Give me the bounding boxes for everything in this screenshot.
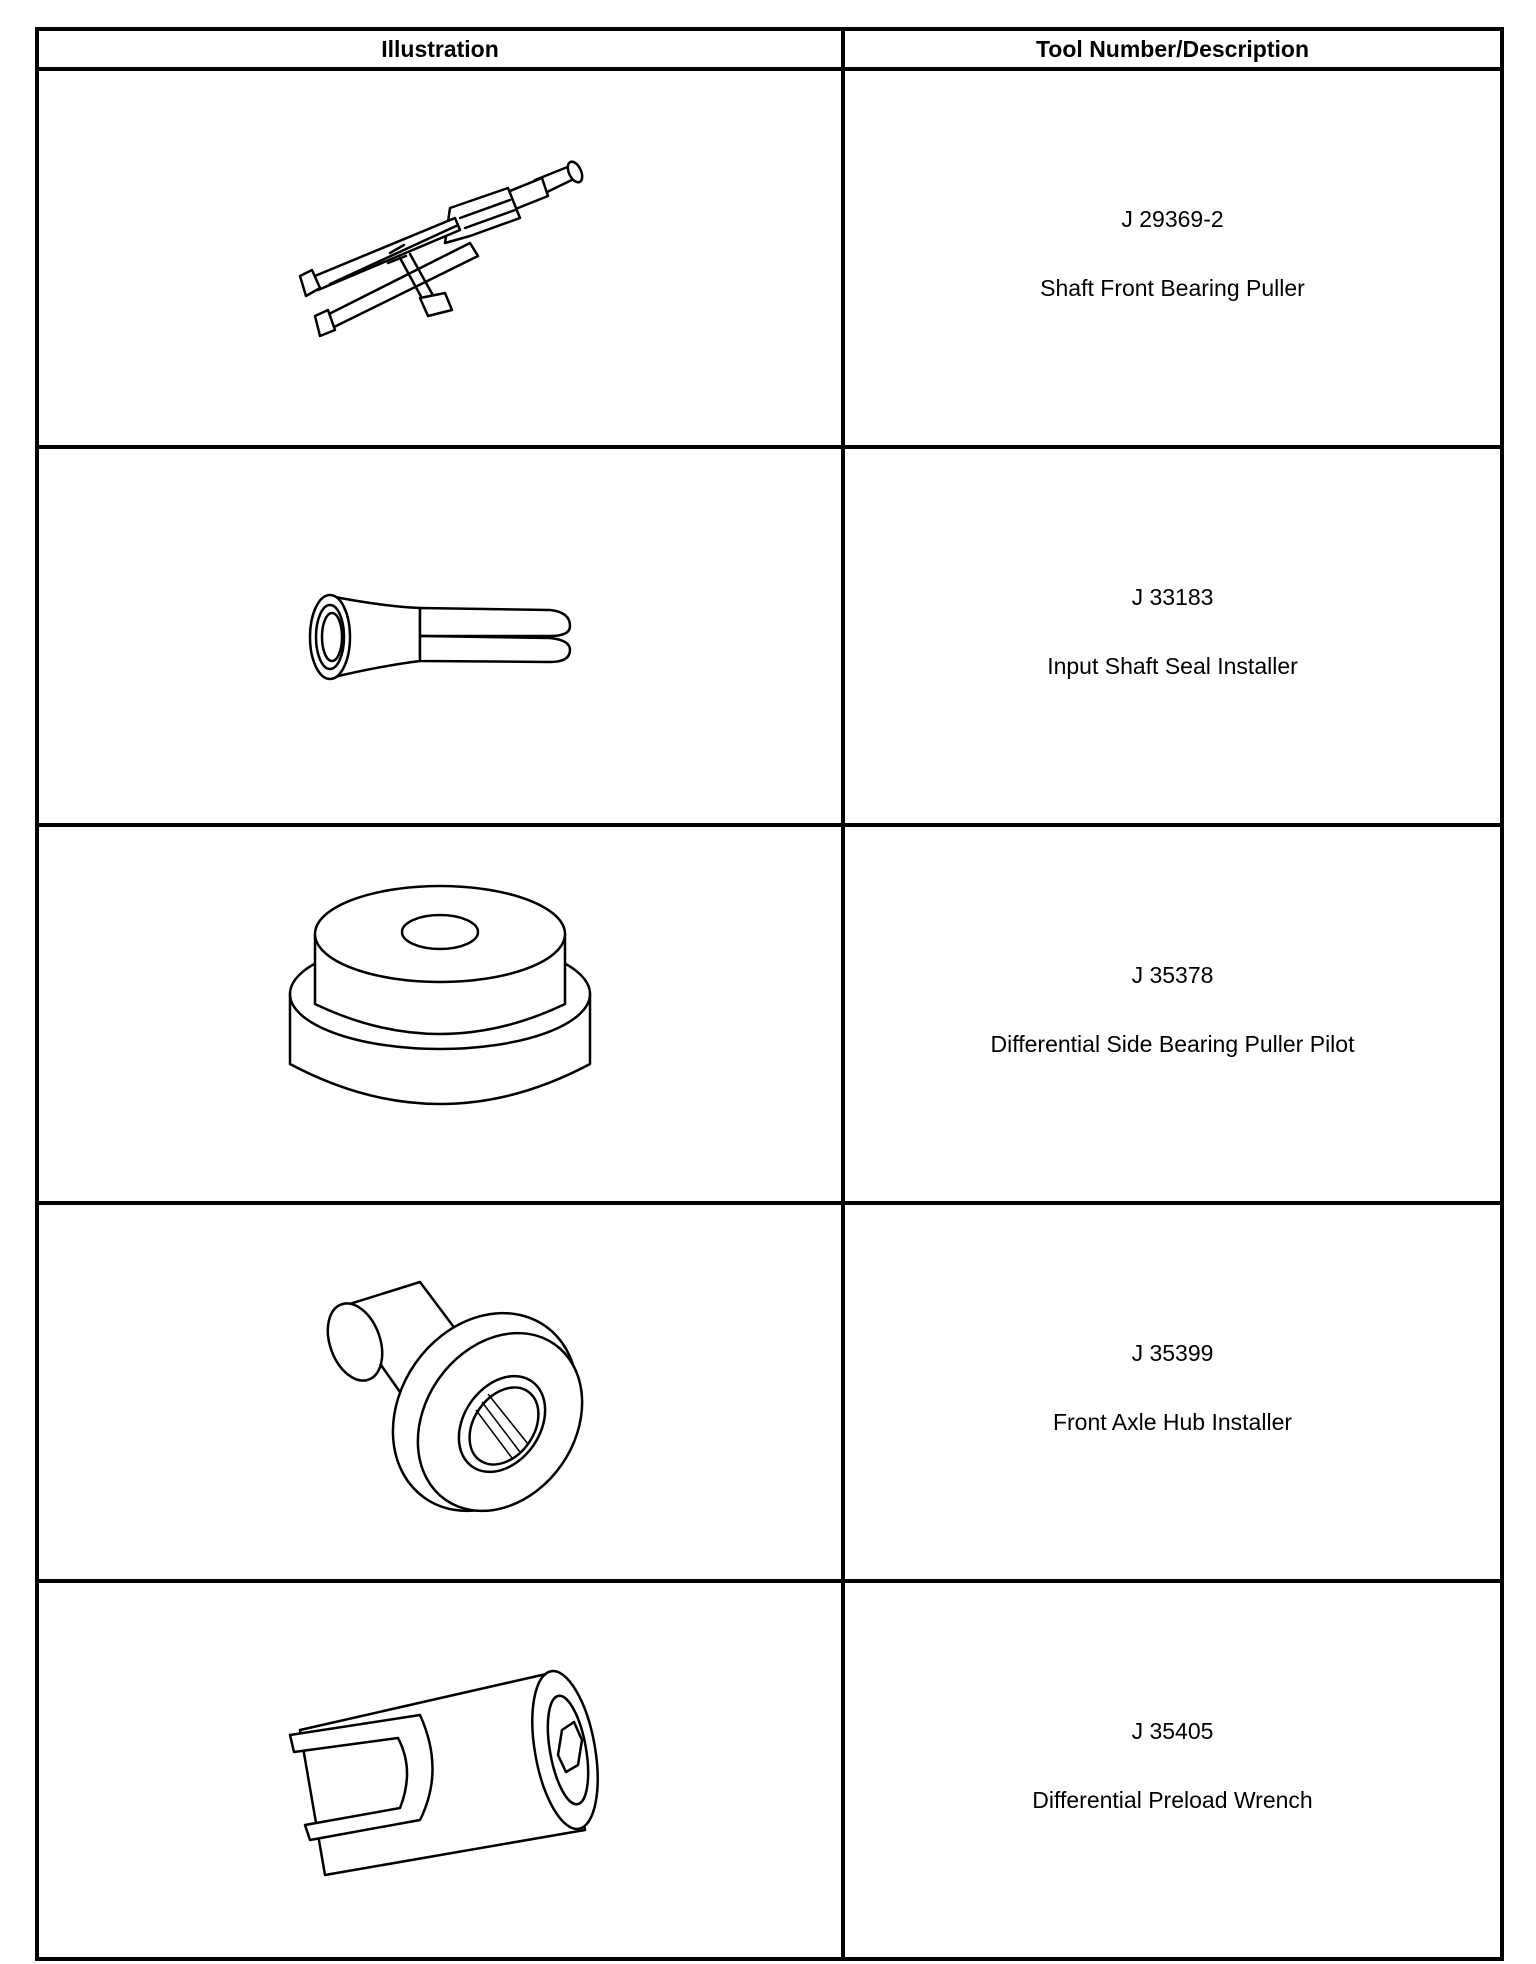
tool-number: J 29369-2	[1121, 206, 1224, 232]
tool-number-description-column-header: Tool Number/Description	[843, 29, 1502, 69]
hub-installer-icon	[270, 1262, 610, 1522]
table-row	[37, 1581, 1502, 1959]
tool-description: Shaft Front Bearing Puller	[1040, 275, 1305, 301]
table-row	[37, 69, 1502, 447]
preload-wrench-icon	[270, 1660, 610, 1880]
tool-number: J 35378	[1131, 962, 1214, 988]
table-row	[37, 447, 1502, 825]
tool-number: J 35405	[1131, 1718, 1214, 1744]
tool-description: Input Shaft Seal Installer	[1047, 653, 1298, 679]
tool-description: Differential Preload Wrench	[1032, 1787, 1313, 1813]
table-header-row	[37, 29, 1502, 69]
illustration-cell	[37, 447, 843, 825]
tool-number: J 35399	[1131, 1340, 1214, 1366]
table-row	[37, 825, 1502, 1203]
special-tools-table	[35, 27, 1504, 1961]
description-cell	[843, 1203, 1502, 1581]
tool-description: Front Axle Hub Installer	[1052, 1409, 1293, 1435]
illustration-cell	[37, 69, 843, 447]
description-cell	[843, 1581, 1502, 1959]
description-cell	[843, 447, 1502, 825]
puller-pilot-icon	[270, 874, 610, 1154]
description-cell	[843, 69, 1502, 447]
illustration-column-header: Illustration	[37, 29, 843, 69]
tool-number: J 33183	[1131, 584, 1214, 610]
table-row	[37, 1203, 1502, 1581]
bearing-puller-icon	[270, 148, 610, 368]
description-cell	[843, 825, 1502, 1203]
illustration-cell	[37, 825, 843, 1203]
illustration-cell	[37, 1581, 843, 1959]
tool-description: Differential Side Bearing Puller Pilot	[990, 1031, 1355, 1057]
seal-installer-icon	[270, 566, 610, 706]
illustration-cell	[37, 1203, 843, 1581]
